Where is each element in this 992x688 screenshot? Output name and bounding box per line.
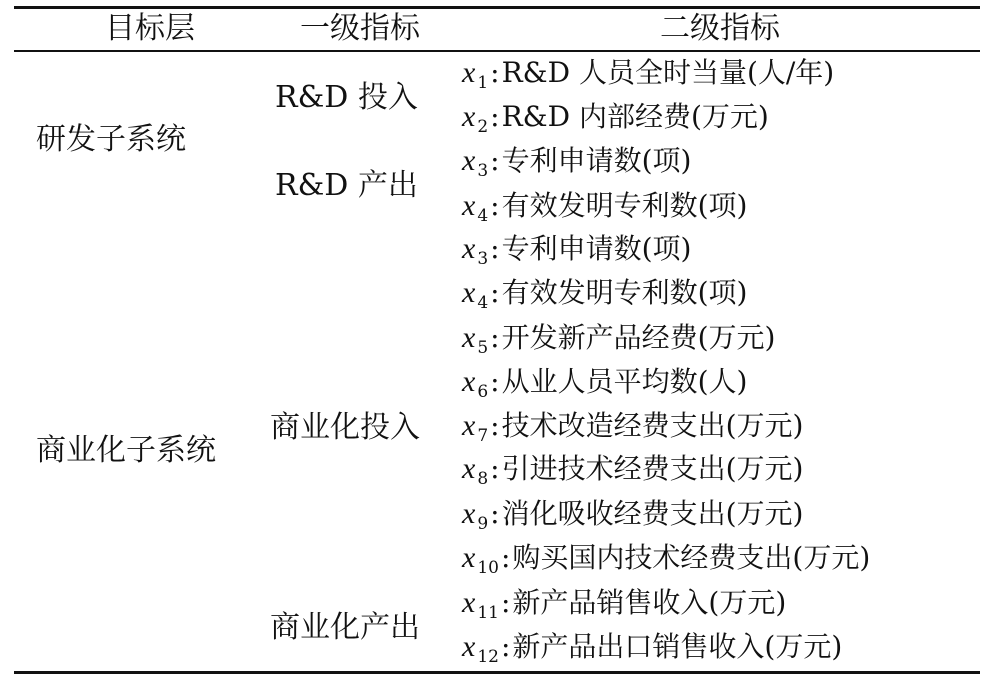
variable-symbol: x	[462, 409, 476, 442]
header-second-level-indicator: 二级指标	[660, 11, 780, 46]
header-target-layer: 目标层	[105, 11, 195, 46]
indicator-label: 消化吸收经费支出(万元)	[501, 497, 804, 530]
table-header-rule	[14, 50, 980, 52]
variable-subscript: 8	[477, 469, 489, 489]
separator-colon: :	[490, 409, 500, 442]
variable-symbol: x	[462, 276, 476, 309]
indicator-commercialization-output: 商业化产出	[270, 610, 420, 645]
indicator-label: 专利申请数(项)	[501, 144, 692, 177]
variable-subscript: 7	[477, 426, 489, 446]
indicator-label: 从业人员平均数(人)	[501, 365, 748, 398]
indicator-row	[462, 141, 691, 191]
variable-subscript: 4	[477, 206, 489, 226]
variable-subscript: 1	[477, 73, 489, 93]
target-commercialization-subsystem: 商业化子系统	[36, 433, 216, 468]
separator-colon: :	[490, 452, 500, 485]
variable-symbol: x	[462, 365, 476, 398]
indicator-label: 专利申请数(项)	[501, 232, 692, 265]
indicator-row	[462, 273, 747, 323]
indicator-row	[462, 449, 803, 499]
indicator-label: R&D 人员全时当量(人/年)	[501, 56, 835, 89]
indicator-row	[462, 229, 691, 279]
separator-colon: :	[490, 144, 500, 177]
indicator-label: R&D 内部经费(万元)	[501, 100, 769, 133]
indicator-row	[462, 538, 870, 588]
variable-subscript: 5	[477, 338, 489, 358]
variable-subscript: 3	[477, 161, 489, 181]
variable-subscript: 12	[477, 647, 499, 667]
indicator-label: 有效发明专利数(项)	[501, 276, 748, 309]
variable-subscript: 4	[477, 293, 489, 313]
indicator-row	[462, 494, 803, 544]
separator-colon: :	[490, 189, 500, 222]
variable-subscript: 6	[477, 382, 489, 402]
table-bottom-rule	[14, 671, 980, 674]
indicator-label: 开发新产品经费(万元)	[501, 321, 776, 354]
separator-colon: :	[490, 276, 500, 309]
separator-colon: :	[490, 232, 500, 265]
variable-symbol: x	[462, 56, 476, 89]
header-first-level-indicator: 一级指标	[300, 11, 420, 46]
indicator-row	[462, 318, 775, 368]
indicator-label: 引进技术经费支出(万元)	[501, 452, 804, 485]
separator-colon: :	[490, 321, 500, 354]
variable-symbol: x	[462, 321, 476, 354]
separator-colon: :	[490, 100, 500, 133]
separator-colon: :	[490, 497, 500, 530]
variable-symbol: x	[462, 144, 476, 177]
variable-subscript: 9	[477, 514, 489, 534]
indicator-label: 有效发明专利数(项)	[501, 189, 748, 222]
indicator-rd-output: R&D 产出	[275, 168, 418, 203]
variable-symbol: x	[462, 100, 476, 133]
indicator-label: 购买国内技术经费支出(万元)	[512, 541, 871, 574]
separator-colon: :	[490, 365, 500, 398]
variable-symbol: x	[462, 452, 476, 485]
separator-colon: :	[500, 586, 511, 619]
variable-symbol: x	[462, 541, 476, 574]
table-top-rule	[14, 6, 980, 9]
variable-symbol: x	[462, 630, 476, 663]
indicator-row	[462, 97, 769, 147]
variable-subscript: 3	[477, 249, 489, 269]
indicator-row	[462, 627, 842, 677]
separator-colon: :	[500, 541, 511, 574]
indicator-row	[462, 362, 747, 412]
indicator-row	[462, 53, 834, 103]
variable-symbol: x	[462, 586, 476, 619]
indicator-label: 技术改造经费支出(万元)	[501, 409, 804, 442]
variable-subscript: 11	[477, 603, 499, 623]
indicator-label: 新产品销售收入(万元)	[512, 586, 787, 619]
indicator-row	[462, 583, 786, 633]
variable-symbol: x	[462, 189, 476, 222]
separator-colon: :	[490, 56, 500, 89]
variable-symbol: x	[462, 497, 476, 530]
indicator-rd-input: R&D 投入	[275, 80, 418, 115]
variable-subscript: 2	[477, 117, 489, 137]
indicator-commercialization-input: 商业化投入	[270, 410, 420, 445]
indicator-label: 新产品出口销售收入(万元)	[512, 630, 843, 663]
variable-symbol: x	[462, 232, 476, 265]
variable-subscript: 10	[477, 558, 499, 578]
separator-colon: :	[500, 630, 511, 663]
target-rd-subsystem: 研发子系统	[36, 122, 186, 157]
